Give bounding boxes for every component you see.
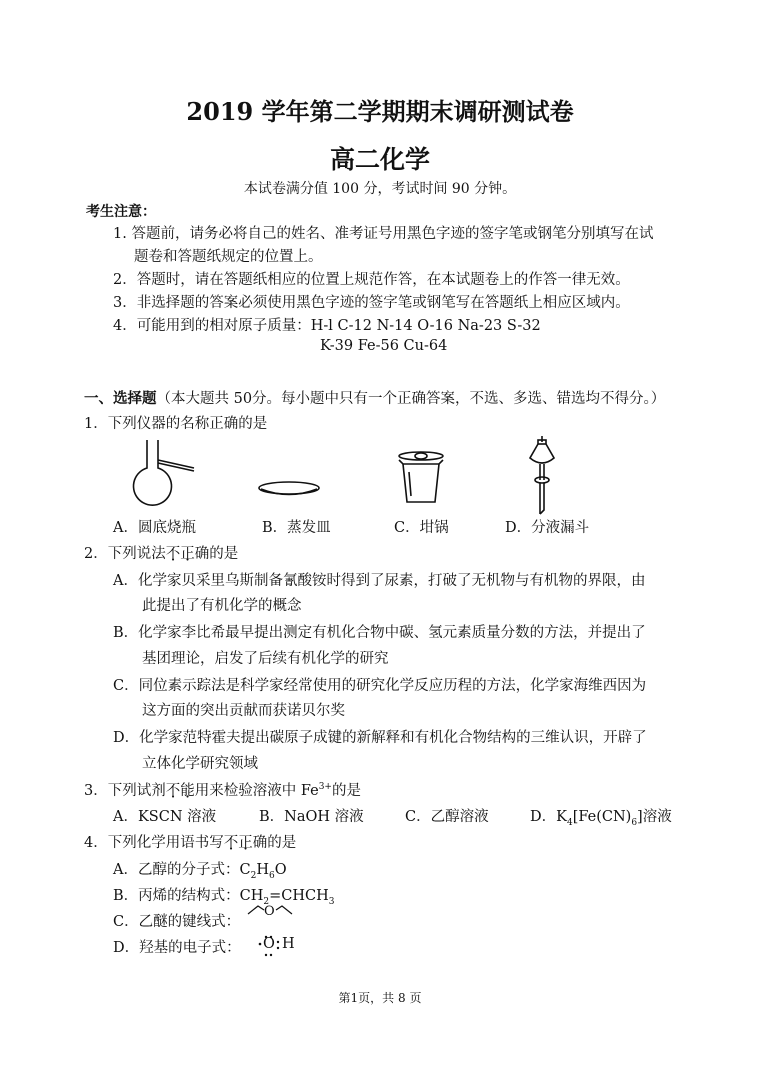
q3-option-d — [530, 805, 672, 828]
stem-text: 4．下列化学用语书写 — [84, 835, 224, 851]
section-title: 一、选择题 — [84, 390, 157, 407]
subscript: 2 — [250, 870, 257, 881]
stem-text: 用来检验溶液中 Fe — [194, 783, 319, 799]
stem-text: 2．下列说法 — [84, 546, 166, 562]
question-2-stem — [84, 542, 238, 563]
question-4-stem — [84, 831, 296, 852]
round-bottom-flask-icon — [130, 438, 200, 514]
notice-item: 4．可能用到的相对原子质量：H-l C-12 N-14 O-16 Na-23 S-32 — [113, 318, 541, 334]
q3-option-a: A．KSCN 溶液 — [113, 809, 217, 825]
stem-text: 的是 — [331, 783, 361, 799]
q1-option-d: D．分液漏斗 — [505, 520, 590, 536]
q2-option-a: A．化学家贝采里乌斯制备氰酸铵时得到了尿素，打破了无机物与有机物的界限，由 — [113, 573, 646, 589]
emphasis-char: 正 — [238, 835, 253, 851]
q3-option-b: B．NaOH 溶液 — [259, 809, 364, 825]
q3-option-c: C．乙醇溶液 — [405, 809, 489, 825]
q2-option-d-cont: 立体化学研究领域 — [142, 756, 258, 772]
notice-item: 题卷和答题纸规定的位置上。 — [134, 249, 323, 265]
formula-part: C — [239, 862, 251, 878]
stem-text: 确的是 — [194, 546, 239, 562]
question-1-stem: 1．下列仪器的名称正确的是 — [84, 416, 268, 432]
subscript: 2 — [263, 896, 270, 907]
stem-text: 3．下列试剂 — [84, 783, 166, 799]
formula-part: [Fe(CN) — [572, 809, 632, 825]
q1-option-b: B．蒸发皿 — [262, 520, 331, 536]
q2-option-d: D．化学家范特霍夫提出碳原子成键的新解释和有机化合物结构的三维认识，开辟了 — [113, 730, 647, 746]
subscript: 6 — [631, 817, 638, 828]
crucible-icon — [395, 450, 447, 506]
q2-option-b: B．化学家李比希最早提出测定有机化合物中碳、氢元素质量分数的方法，并提出了 — [113, 625, 646, 641]
q2-option-c: C．同位素示踪法是科学家经常使用的研究化学反应历程的方法，化学家海维西因为 — [113, 678, 647, 694]
emphasis-char: 不 — [165, 546, 181, 562]
formula-part: H — [256, 862, 269, 878]
q2-option-b-cont: 基团理论，启发了后续有机化学的研究 — [142, 651, 389, 667]
q4-option-b — [113, 884, 335, 907]
ether-oxygen-atom: O — [264, 904, 275, 919]
q2-option-a-cont: 此提出了有机化学的概念 — [142, 598, 302, 614]
subscript: 3 — [328, 896, 335, 907]
emphasis-char: 正 — [180, 546, 195, 562]
stem-text: 确的是 — [252, 835, 297, 851]
q4-option-d: D．羟基的电子式： — [113, 940, 241, 956]
hydroxyl-hydrogen: H — [282, 936, 295, 952]
q1-option-a: A．圆底烧瓶 — [113, 520, 196, 536]
formula-part: ]溶液 — [637, 809, 672, 825]
subscript: 4 — [566, 817, 573, 828]
emphasis-char: 不 — [223, 835, 239, 851]
q4-option-c: C．乙醚的键线式： — [113, 914, 241, 930]
section-note: （本大题共 50分。每小题中只有一个正确答案，不选、多选、错选均不得分。） — [156, 391, 666, 407]
notice-item: 3．非选择题的答案必须使用黑色字迹的签字笔或钢笔写在答题纸上相应区域内。 — [113, 295, 630, 311]
q4-option-a — [113, 858, 287, 881]
formula-part: D．K — [530, 809, 567, 825]
question-3-stem — [84, 779, 361, 800]
formula-part: CH — [239, 888, 264, 904]
section-heading — [84, 387, 665, 408]
evaporating-dish-icon — [256, 478, 322, 500]
subscript: 6 — [268, 870, 275, 881]
option-label: A．乙醇的分子式： — [113, 862, 240, 878]
exam-title: 2019 学年第二学期期末调研测试卷 — [186, 97, 574, 126]
superscript: 3+ — [318, 782, 332, 793]
q1-option-c: C．坩锅 — [394, 520, 449, 536]
formula-part: O — [274, 862, 287, 878]
subject-title: 高二化学 — [329, 145, 430, 174]
emphasis-char: 能 — [180, 783, 195, 799]
separatory-funnel-icon — [527, 434, 557, 518]
q2-option-c-cont: 这方面的突出贡献而获诺贝尔奖 — [142, 703, 345, 719]
notice-heading: 考生注意： — [86, 204, 156, 220]
notice-item: 1. 答题前，请务必将自己的姓名、准考证号用黑色字迹的签字笔或钢笔分别填写在试 — [113, 226, 654, 242]
emphasis-char: 不 — [165, 783, 181, 799]
notice-item: K-39 Fe-56 Cu-64 — [320, 338, 448, 354]
formula-part: =CHCH — [269, 888, 329, 904]
score-note: 本试卷满分值 100 分，考试时间 90 分钟。 — [243, 181, 517, 197]
option-label: B．丙烯的结构式： — [113, 888, 240, 904]
hydroxyl-oxygen: O — [263, 936, 275, 952]
page-footer: 第1页，共 8 页 — [338, 991, 422, 1005]
notice-item: 2．答题时，请在答题纸相应的位置上规范作答，在本试题卷上的作答一律无效。 — [113, 272, 630, 288]
